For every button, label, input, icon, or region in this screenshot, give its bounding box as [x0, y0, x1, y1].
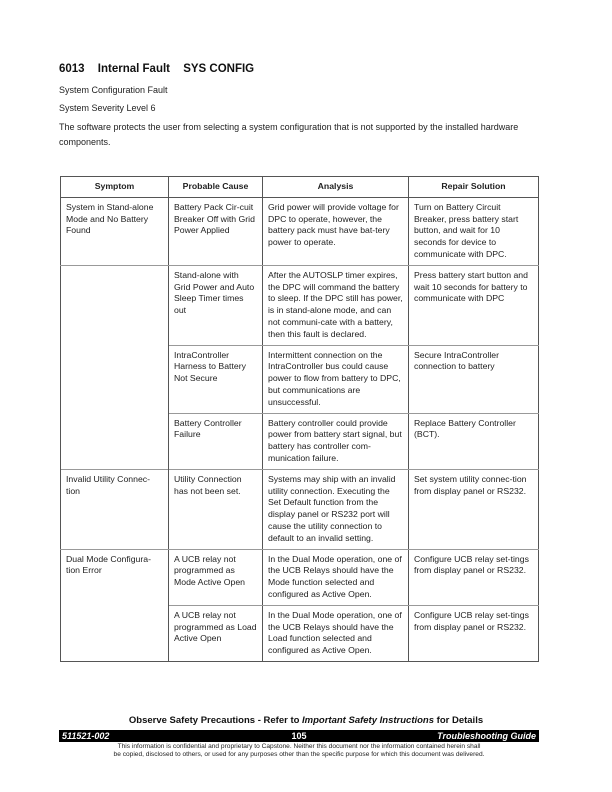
analysis-cell: Intermittent connection on the IntraController bus could cause power to flow from battery to DPC, but communications are unsuccessful. [263, 345, 409, 413]
solution-cell: Turn on Battery Circuit Breaker, press battery start button, and wait for 10 seconds for device to communicate with DPC. [409, 197, 539, 265]
table-row [61, 549, 539, 605]
confidentiality-line: be copied, disclosed to others, or used for any purposes other than the specific purpose for which this document was delivered. [113, 751, 485, 759]
guide-title: Troubleshooting Guide [437, 731, 536, 741]
fault-code: 6013 [59, 63, 85, 75]
cause-cell: Battery Controller Failure [169, 413, 263, 469]
fault-category: SYS CONFIG [183, 63, 255, 75]
safety-notice [0, 715, 612, 726]
table-row [61, 605, 539, 661]
analysis-cell: In the Dual Mode operation, one of the UCB Relays should have the Load function selected and configured as Active Open. [263, 605, 409, 661]
cause-cell: A UCB relay not programmed as Mode Active Open [169, 549, 263, 605]
solution-cell: Press battery start button and wait 10 seconds for battery to communicate with DPC [409, 265, 539, 345]
document-number: 511521-002 [62, 731, 110, 741]
analysis-cell: After the AUTOSLP timer expires, the DPC will command the battery to sleep. If the DPC still has power, is in stand-alone mode, and can not communi-cate with a battery, then this fault is declared. [263, 265, 409, 345]
cause-cell: Utility Connection has not been set. [169, 469, 263, 549]
severity-level: System Severity Level 6 [59, 103, 156, 113]
symptom-cell [61, 345, 169, 413]
solution-cell: Secure IntraController connection to battery [409, 345, 539, 413]
solution-cell: Replace Battery Controller (BCT). [409, 413, 539, 469]
symptom-cell: Invalid Utility Connec-tion [61, 469, 169, 549]
table-row [61, 469, 539, 549]
confidentiality-notice [59, 743, 539, 760]
symptom-cell [61, 265, 169, 345]
safety-notice-suffix: for Details [434, 715, 484, 726]
symptom-cell: Dual Mode Configura-tion Error [61, 549, 169, 605]
analysis-cell: Grid power will provide voltage for DPC to operate, however, the battery pack must have bat-tery power to operate. [263, 197, 409, 265]
table-row [61, 197, 539, 265]
analysis-cell: In the Dual Mode operation, one of the UCB Relays should have the Mode function selected and configured as Active Open. [263, 549, 409, 605]
cause-cell: IntraController Harness to Battery Not Secure [169, 345, 263, 413]
cause-cell: A UCB relay not programmed as Load Active Open [169, 605, 263, 661]
symptom-cell [61, 605, 169, 661]
table-row [61, 265, 539, 345]
troubleshooting-table [60, 176, 539, 662]
column-header-symptom: Symptom [61, 177, 169, 198]
safety-notice-emphasis: Important Safety Instructions [302, 715, 435, 726]
footer-bar [59, 730, 539, 742]
table-row [61, 413, 539, 469]
fault-name: System Configuration Fault [59, 85, 168, 95]
column-header-cause: Probable Cause [169, 177, 263, 198]
analysis-cell: Systems may ship with an invalid utility connection. Executing the Set Default function from the display panel or RS232 port will cause the utility connection to default to an invalid setting. [263, 469, 409, 549]
symptom-cell [61, 413, 169, 469]
table-header-row [61, 177, 539, 198]
page-heading [59, 63, 264, 75]
safety-notice-prefix: Observe Safety Precautions - Refer to [128, 715, 303, 726]
solution-cell: Configure UCB relay set-tings from display panel or RS232. [409, 549, 539, 605]
solution-cell: Set system utility connec-tion from display panel or RS232. [409, 469, 539, 549]
solution-cell: Configure UCB relay set-tings from display panel or RS232. [409, 605, 539, 661]
fault-description: The software protects the user from selecting a system configuration that is not supported by the installed hardware components. [59, 122, 519, 147]
column-header-solution: Repair Solution [409, 177, 539, 198]
fault-title: Internal Fault [97, 63, 170, 75]
analysis-cell: Battery controller could provide power from battery start signal, but battery has controller com-munication failure. [263, 413, 409, 469]
cause-cell: Stand-alone with Grid Power and Auto Sleep Timer times out [169, 265, 263, 345]
table-row [61, 345, 539, 413]
symptom-cell: System in Stand-alone Mode and No Battery Found [61, 197, 169, 265]
cause-cell: Battery Pack Cir-cuit Breaker Off with Grid Power Applied [169, 197, 263, 265]
page-number: 105 [291, 731, 307, 741]
column-header-analysis: Analysis [263, 177, 409, 198]
confidentiality-line: This information is confidential and proprietary to Capstone. Neither this document nor the information contained herein shall [117, 743, 481, 750]
